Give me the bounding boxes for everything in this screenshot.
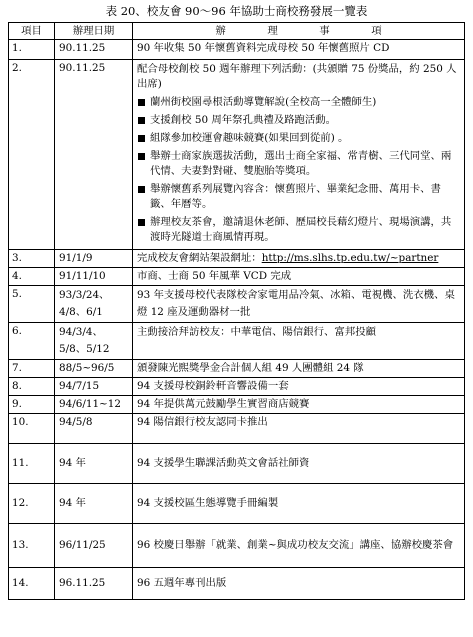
row-content: 96 五週年專刊出版 [133, 568, 465, 600]
row-content: 94 支援學生聯課活動英文會話社師資 [133, 444, 465, 484]
row-date: 96.11.25 [55, 568, 133, 600]
row-no: 13. [9, 524, 55, 568]
list-item: 支援創校 50 周年祭孔典禮及路跑活動。 [137, 113, 460, 128]
table-row [9, 40, 465, 60]
row-content: 90 年收集 50 年懷舊資料完成母校 50 年懷舊照片 CD [133, 40, 465, 60]
row-content: 96 校慶日舉辦「就業、創業~與成功校友交流」講座、協辦校慶茶會 [133, 524, 465, 568]
row-date: 94 年 [55, 444, 133, 484]
row-intro: 配合母校創校 50 週年辦理下列活動：(共頒贈 75 份獎品，約 250 人出席) [137, 63, 457, 90]
row-date: 90.11.25 [55, 40, 133, 60]
table-row [9, 60, 465, 250]
alumni-activities-table [8, 22, 465, 600]
square-bullet-icon [138, 99, 145, 106]
row-no: 7. [9, 360, 55, 378]
table-header-row [9, 23, 465, 40]
square-bullet-icon [138, 135, 145, 142]
row-no: 11. [9, 444, 55, 484]
list-item: 蘭州街校園尋根活動導覽解說(全校高一全體師生) [137, 95, 460, 110]
header-date: 辦理日期 [55, 23, 133, 40]
table-row [9, 268, 465, 286]
row-date: 96/11/25 [55, 524, 133, 568]
row-no: 9. [9, 396, 55, 414]
row-no: 8. [9, 378, 55, 396]
row-content: 94 支援母校銅鈴軒音響設備一套 [133, 378, 465, 396]
square-bullet-icon [138, 186, 145, 193]
row-no: 1. [9, 40, 55, 60]
row-date: 91/11/10 [55, 268, 133, 286]
row-date: 94/7/15 [55, 378, 133, 396]
list-item: 舉辦士商家族選拔活動，選出士商全家福、常青樹、三代同堂、兩代情、夫妻對對碰、雙胞胎等獎項。 [137, 149, 460, 179]
row-date: 94/5/8 [55, 414, 133, 444]
row-no: 4. [9, 268, 55, 286]
square-bullet-icon [138, 117, 145, 124]
row-content: 93 年支援母校代表隊校舍家電用品冷氣、冰箱、電視機、洗衣機、桌燈 12 座及運動器材一批 [133, 286, 465, 323]
row-no: 5. [9, 286, 55, 323]
row-content [133, 60, 465, 250]
row-no: 6. [9, 323, 55, 360]
square-bullet-icon [138, 153, 145, 160]
row-content: 完成校友會網站架設網址：http://ms.slhs.tp.edu.tw/~partner [133, 250, 465, 268]
table-row [9, 414, 465, 444]
list-item: 舉辦懷舊系列展覽內容含：懷舊照片、畢業紀念冊、萬用卡、書籤、年曆等。 [137, 182, 460, 212]
table-row [9, 250, 465, 268]
table-row [9, 484, 465, 524]
table-row [9, 568, 465, 600]
row-no: 2. [9, 60, 55, 250]
table-row [9, 396, 465, 414]
row-content: 市商、士商 50 年風華 VCD 完成 [133, 268, 465, 286]
table-row [9, 360, 465, 378]
list-item: 辦理校友茶會，邀請退休老師、歷屆校長藉幻燈片、現場演講，共渡時光隧道士商風情再現。 [137, 215, 460, 245]
table-title: 表 20、校友會 90～96 年協助士商校務發展一覽表 [105, 4, 368, 18]
row-content: 94 支援校區生態導覽手冊編製 [133, 484, 465, 524]
table-row [9, 378, 465, 396]
row-date: 90.11.25 [55, 60, 133, 250]
square-bullet-icon [138, 219, 145, 226]
row-no: 3. [9, 250, 55, 268]
header-no: 項目 [9, 23, 55, 40]
row-date: 94/3/4、 5/8、5/12 [55, 323, 133, 360]
row-content: 94 年提供萬元鼓勵學生實習商店競賽 [133, 396, 465, 414]
row-content: 頒發陳光熙獎學金合計個人組 49 人團體組 24 隊 [133, 360, 465, 378]
row-date: 91/1/9 [55, 250, 133, 268]
table-row [9, 286, 465, 323]
row-no: 10. [9, 414, 55, 444]
table-row [9, 524, 465, 568]
row-no: 14. [9, 568, 55, 600]
row-content: 94 陽信銀行校友認同卡推出 [133, 414, 465, 444]
header-content: 辦 理 事 項 [133, 23, 465, 40]
row-content: 主動接洽拜訪校友：中華電信、陽信銀行、富邦投顧 [133, 323, 465, 360]
row-date: 94/6/11~12 [55, 396, 133, 414]
row-date: 88/5~96/5 [55, 360, 133, 378]
table-row [9, 323, 465, 360]
row-date: 93/3/24、 4/8、6/1 [55, 286, 133, 323]
list-item: 組隊參加校運會趣味競賽(如果回到從前) 。 [137, 131, 460, 146]
table-row [9, 444, 465, 484]
row-no: 12. [9, 484, 55, 524]
alumni-website-link[interactable]: http://ms.slhs.tp.edu.tw/~partner [261, 252, 439, 264]
row-date: 94 年 [55, 484, 133, 524]
